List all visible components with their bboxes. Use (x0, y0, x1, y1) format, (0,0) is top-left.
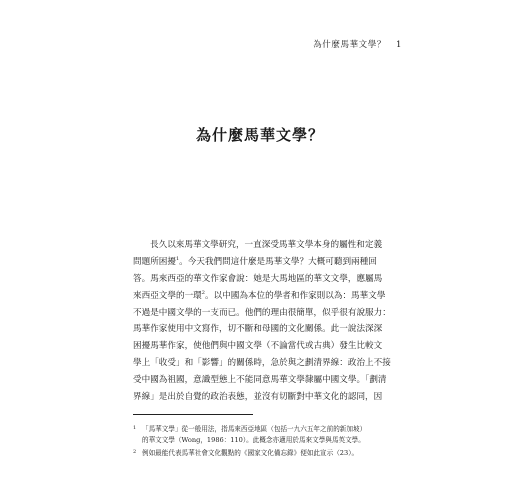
running-head (313, 38, 402, 50)
footnote-divider (133, 414, 253, 415)
footnote-ref[interactable]: 1 (175, 255, 180, 262)
body-line: 不過是中國文學的一支而已。他們的理由很簡單，似乎很有說服力： (133, 307, 391, 318)
chapter-title: 為什麼馬華文學？ (195, 126, 324, 144)
body-line: 長久以來馬華文學研究，一直深受馬華文學本身的屬性和定義 (150, 240, 383, 250)
body-line-text: 。今天我們問這什麼是馬華文學？大概可聽到兩種回 (179, 256, 377, 267)
body-line: 界線」是出於自覺的政治表態，並沒有切斷對中華文化的認同，因 (133, 392, 383, 403)
body-line: 困擾馬華作家，使他們與中國文學（不論當代或古典）發生比較文 (133, 341, 383, 352)
footnote-mark: 2 (133, 449, 137, 455)
body-line: 答。馬來西亞的華文作家會說：她是大馬地區的華文文學，應屬馬 (133, 273, 383, 284)
footnote-1 (133, 422, 403, 434)
body-line (133, 254, 395, 271)
footnote-text: 「馬華文學」從一般用法，指馬來西亞地區（包括一九六五年之前的新加坡） (142, 425, 367, 433)
body-line (133, 288, 395, 305)
footnote-1-continued: 的華文文學（Wong，1986：110）。此概念亦適用於馬來文學與馬英文學。 (142, 436, 365, 444)
page-number: 1 (395, 40, 402, 50)
body-paragraph (133, 237, 395, 406)
body-line-text: 來西亞文學的一環 (133, 290, 202, 301)
footnote-mark: 1 (133, 425, 137, 431)
footnote-ref[interactable]: 2 (201, 289, 205, 296)
footnotes (133, 422, 403, 458)
body-line: 學上「收受」和「影響」的關係時，急於與之劃清界線：政治上不接 (133, 358, 391, 369)
body-line-text: 。以中國為本位的學者和作家則以為：馬華文學 (204, 290, 386, 301)
body-line: 馬華作家使用中文寫作，切不斷和母國的文化關係。此一說法深深 (133, 324, 383, 335)
body-line-text: 問題所困擾 (133, 256, 176, 267)
running-head-title: 為什麼馬華文學？ (313, 40, 386, 50)
footnote-2 (133, 446, 403, 458)
body-line: 受中國為祖國，意識型態上不能同意馬華文學隸屬中國文學。「劃清 (133, 375, 387, 386)
footnote-text: 例如最能代表馬華社會文化觀點的《國家文化備忘錄》便如此宣示（23）。 (142, 449, 359, 457)
